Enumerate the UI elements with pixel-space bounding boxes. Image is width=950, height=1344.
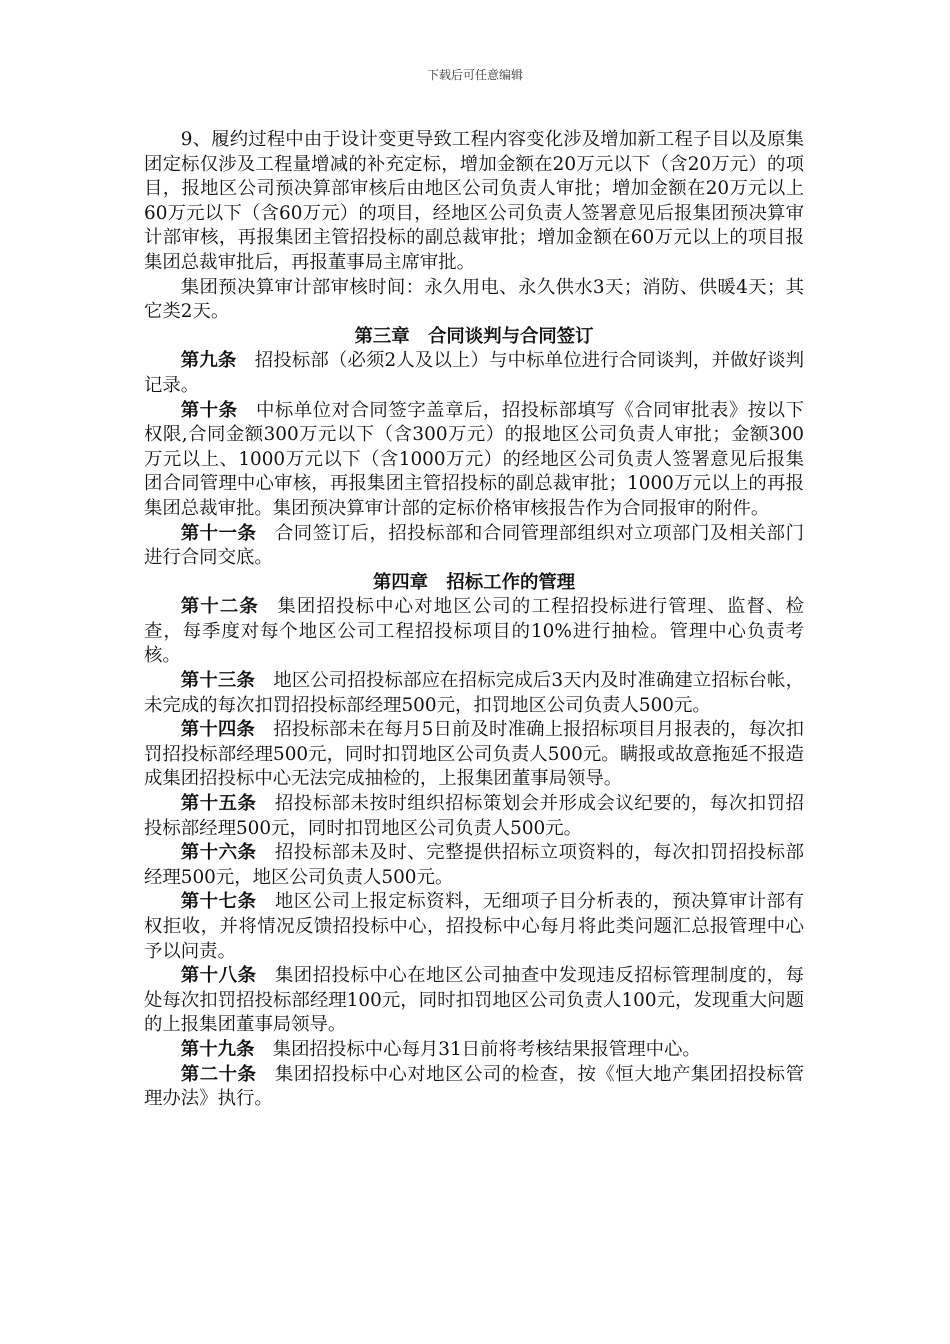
paragraph-text: 中标单位对合同签字盖章后，招投标部填写《合同审批表》按以下权限,合同金额300万元以下（含300万元）的报地区公司负责人审批；金额300万元以上、1000万元以下（含1000万元）的经地区公司负责人签署意见后报集团合同管理中心审核，再报集团主管招投标的副总裁审批；1000万元以上的再报集团总裁审批。集团预决算审计部的定标价格审核报告作为合同报审的附件。 [144, 399, 804, 519]
paragraph-text: 集团招投标中心每月31日前将考核结果报管理中心。 [272, 1038, 701, 1060]
paragraph-text: 合同签订后，招投标部和合同管理部组织对立项部门及相关部门进行合同交底。 [144, 522, 804, 569]
article-paragraph [144, 349, 804, 398]
article-number: 第十九条 [180, 1038, 255, 1060]
article-paragraph [144, 964, 804, 1038]
article-number: 第十一条 [180, 522, 257, 544]
paragraph-text: 招投标部（必须2人及以上）与中标单位进行合同谈判，并做好谈判记录。 [144, 350, 804, 396]
page-header: 下载后可任意编辑 [426, 68, 523, 82]
body-paragraph [144, 276, 804, 325]
article-paragraph [144, 595, 804, 669]
article-paragraph [144, 890, 804, 964]
article-number: 第十三条 [180, 670, 255, 692]
paragraph-text: 9、履约过程中由于设计变更导致工程内容变化涉及增加新工程子目以及原集团定标仅涉及工程量增减的补充定标，增加金额在20万元以下（含20万元）的项目，报地区公司预决算部审核后由地区公司负责人审批；增加金额在20万元以上60万元以下（含60万元）的项目，经地区公司负责人签署意见后报集团预决算审计部审核，再报集团主管招投标的副总裁审批；增加金额在60万元以上的项目报集团总裁审批后，再报董事局主席审批。 [144, 129, 804, 273]
paragraph-text: 集团招投标中心对地区公司的检查，按《恒大地产集团招投标管理办法》执行。 [144, 1063, 804, 1110]
article-paragraph [144, 669, 804, 718]
paragraph-text: 集团招投标中心对地区公司的工程招投标进行管理、监督、检查，每季度对每个地区公司工程招投标项目的10%进行抽检。管理中心负责考核。 [144, 596, 804, 667]
body-paragraph [144, 128, 804, 276]
paragraph-text: 招投标部未及时、完整提供招标立项资料的，每次扣罚招投标部经理500元，地区公司负责人500元。 [144, 842, 804, 888]
article-paragraph [144, 522, 804, 571]
article-number: 第二十条 [180, 1063, 257, 1085]
article-paragraph [144, 1038, 804, 1063]
paragraph-text: 地区公司招投标部应在招标完成后3天内及时准确建立招标台帐，未完成的每次扣罚招投标部经理500元，扣罚地区公司负责人500元。 [144, 670, 804, 716]
document-body [144, 128, 804, 1112]
article-number: 第十五条 [180, 793, 257, 815]
article-paragraph [144, 792, 804, 841]
article-paragraph [144, 718, 804, 792]
paragraph-text: 地区公司上报定标资料，无细项子目分析表的，预决算审计部有权拒收，并将情况反馈招投标中心，招投标中心每月将此类问题汇总报管理中心予以问责。 [144, 891, 804, 962]
article-number: 第十条 [180, 399, 238, 421]
paragraph-text: 集团招投标中心在地区公司抽查中发现违反招标管理制度的，每处每次扣罚招投标部经理100元，同时扣罚地区公司负责人100元，发现重大问题的上报集团董事局领导。 [144, 965, 804, 1036]
article-number: 第九条 [180, 350, 237, 372]
paragraph-text: 招投标部未在每月5日前及时准确上报招标项目月报表的，每次扣罚招投标部经理500元，同时扣罚地区公司负责人500元。瞒报或故意拖延不报造成集团招投标中心无法完成抽检的，上报集团董事局领导。 [144, 719, 804, 790]
article-number: 第十七条 [180, 891, 257, 913]
article-number: 第十八条 [180, 965, 257, 987]
article-paragraph [144, 1063, 804, 1112]
paragraph-text: 集团预决算审计部审核时间：永久用电、永久供水3天；消防、供暖4天；其它类2天。 [144, 276, 804, 323]
chapter-heading: 第三章 合同谈判与合同签订 [354, 325, 594, 347]
paragraph-text: 招投标部未按时组织招标策划会并形成会议纪要的，每次扣罚招投标部经理500元，同时扣罚地区公司负责人500元。 [144, 793, 804, 839]
article-number: 第十二条 [180, 596, 259, 618]
article-number: 第十四条 [180, 719, 255, 741]
article-paragraph [144, 399, 804, 522]
chapter-heading: 第四章 招标工作的管理 [372, 571, 576, 593]
article-number: 第十六条 [180, 842, 257, 864]
article-paragraph [144, 841, 804, 890]
